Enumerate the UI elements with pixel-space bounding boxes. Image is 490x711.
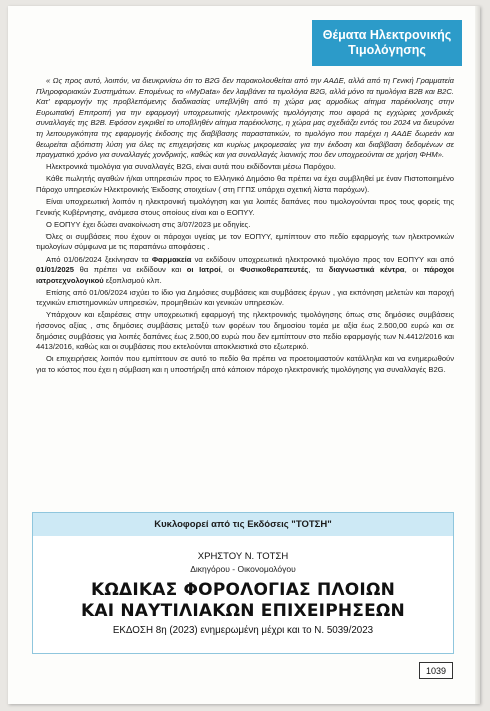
- paragraph-public-contracts: Επίσης από 01/06/2024 ισχύει το ίδιο για Δημόσιες συμβάσεις και συμβάσεις έργων , για εκπόνηση μελετών και παροχή τεχνικών επιστημονικών υπηρεσιών, προμηθειών και γενικών υπηρεσιών.: [36, 287, 454, 308]
- paragraph-exceptions: Υπάρχουν και εξαιρέσεις στην υποχρεωτική εφαρμογή της ηλεκτρονικής τιμολόγησης όπως στις δημόσιες συμβάσεις ήσσονος αξίας , στις δημόσιες συμβάσεις μεταξύ των φορέων του δημοσίου τομέα με αξία έως 2.500,00 ευρώ και σε δημόσιες συμβάσεις για λοιπές δαπάνες έως 2.500,00 ευρώ που δεν εμπίπτουν στο πεδίο εφαρμογής των Ν.4412/2016 και 4413/2016, καθώς και οι συμβάσεις που εκτελούνται αποκλειστικά στο εξωτερικό.: [36, 310, 454, 352]
- section-header: [312, 20, 462, 66]
- bold-medtech-providers: πάροχοι ιατροτεχνολογικού: [36, 265, 454, 285]
- ad-edition: ΕΚΔΟΣΗ 8η (2023) ενημερωμένη μέχρι και το Ν. 5039/2023: [112, 625, 374, 636]
- book-advertisement: [32, 512, 454, 654]
- paragraph-health-contracts: Όλες οι συμβάσεις που έχουν οι πάροχοι υγείας με τον ΕΟΠΥΥ, εμπίπτουν στο πεδίο εφαρμογής των ηλεκτρονικών τιμολογίων σύμφωνα με τις παραπάνω αποφάσεις .: [36, 231, 454, 252]
- ad-author: ΧΡΗΣΤΟΥ Ν. ΤΟΤΣΗ: [197, 551, 289, 562]
- bold-physiotherapists: Φυσικοθεραπευτές: [239, 265, 309, 275]
- ad-book-title: [33, 580, 453, 622]
- paragraph-seller-provider: Κάθε πωλητής αγαθών ή/και υπηρεσιών προς το Ελληνικό Δημόσιο θα πρέπει να έχει συμβληθεί με έναν Πιστοποιημένο Πάροχο υπηρεσιών Ηλεκτρονικής Έκδοσης στοιχείων ( στη ΓΓΠΣ υπάρχει σχετική λίστα παρόχων).: [36, 174, 454, 194]
- article-body: [36, 76, 454, 377]
- page-number: 1039: [419, 662, 453, 679]
- paragraph-b2g-definition: Ηλεκτρονικά τιμολόγια για συναλλαγές B2G, είναι αυτά που εκδίδονται μέσω Παρόχου.: [46, 162, 336, 172]
- document-page: [8, 6, 480, 704]
- page-edge: [475, 6, 480, 704]
- bold-diagnostic-centers: διαγνωστικά κέντρα: [328, 265, 405, 275]
- quote-paragraph: « Ως προς αυτό, λοιπόν, να διευκρινίσω ότι το B2G δεν παρακολουθείται από την ΑΑΔΕ, αλλά από τη Γενική Γραμματεία Πληροφοριακών Συστημάτων. Επομένως το «MyData» δεν λαμβάνει τα τιμολόγια B2G, αλλά μόνο τα τιμολόγια B2B και B2C. Κατ' εφαρμογήν της προβλεπόμενης διαδικασίας υπεβλήθη από τη χώρα μας αρμοδίως αίτημα παρέκκλισης στην Ευρωπαϊκή Επιτροπή για την εφαρμογή υποχρεωτικής ηλεκτρονικής τιμολόγησης που αφορά τις εγχώριες χονδρικές συναλλαγές της B2B. Εφόσον εγκριθεί το υποβληθέν αίτημα παρέκκλισης, η χώρα μας σχεδιάζει εντός του 2024 να διευρύνει τη λειτουργικότητα της εφαρμογής έκδοσης της διαβίβασης παραστατικών, το τιμολόγιο που παρέχει η ΑΑΔΕ δωρεάν και θεωρείται αξιόπιστη λύση για όλες τις επιχειρήσεις και κυρίως μικρομεσαίες για την έκδοση και διαβίβαση δεδομένων σε πραγματικό χρόνο για συναλλαγές χονδρικής, καθώς και για συναλλαγές λιανικής που δεν υποχρεούνται σε χρήση ΦΗΜ».: [36, 76, 454, 160]
- paragraph-preparation: Οι επιχειρήσεις λοιπόν που εμπίπτουν σε αυτό το πεδίο θα πρέπει να προετοιμαστούν κατάλληλα και να ενημερωθούν για το κόστος που έχει η σύμβαση και η υποστήριξη από κάποιον πάροχο ηλεκτρονικής τιμολόγησης για συναλλαγές B2G.: [36, 354, 454, 374]
- ad-title-line-1: ΚΩΔΙΚΑΣ ΦΟΡΟΛΟΓΙΑΣ ΠΛΟΙΩΝ: [90, 580, 396, 600]
- paragraph-pharmacies: Από 01/06/2024 ξεκίνησαν τα Φαρμακεία να εκδίδουν υποχρεωτικά ηλεκτρονικό τιμολόγιο προς τον ΕΟΠΥΥ και από 01/01/2025 θα πρέπει να εκδίδουν και οι Ιατροί, οι Φυσικοθεραπευτές, τα διαγνωστικά κέντρα, οι πάροχοι ιατροτεχνολογικού εξοπλισμού κλπ.: [36, 254, 454, 285]
- paragraph-eopyy-announcement: Ο ΕΟΠΥΥ έχει δώσει ανακοίνωση στις 3/07/2023 με οδηγίες.: [46, 219, 251, 229]
- section-header-line-1: Θέματα Ηλεκτρονικής: [322, 28, 452, 42]
- ad-banner: Κυκλοφορεί από τις Εκδόσεις "ΤΟΤΣΗ": [33, 513, 453, 536]
- bold-doctors: οι Ιατροί: [186, 265, 221, 275]
- ad-title-line-2: ΚΑΙ ΝΑΥΤΙΛΙΑΚΩΝ ΕΠΙΧΕΙΡΗΣΕΩΝ: [80, 601, 405, 621]
- paragraph-mandatory-invoicing: Είναι υποχρεωτική λοιπόν η ηλεκτρονική τιμολόγηση και για λοιπές δαπάνες που τιμολογούνται προς τους φορείς της Γενικής Κυβέρνησης, ανάμεσα στους οποίους είναι και ο ΕΟΠΥΥ.: [36, 197, 454, 217]
- ad-profession: Δικηγόρου - Οικονομολόγου: [190, 564, 296, 574]
- bold-pharmacies: Φαρμακεία: [151, 254, 192, 264]
- bold-date: 01/01/2025: [36, 265, 75, 275]
- section-header-line-2: Τιμολόγησης: [348, 43, 426, 57]
